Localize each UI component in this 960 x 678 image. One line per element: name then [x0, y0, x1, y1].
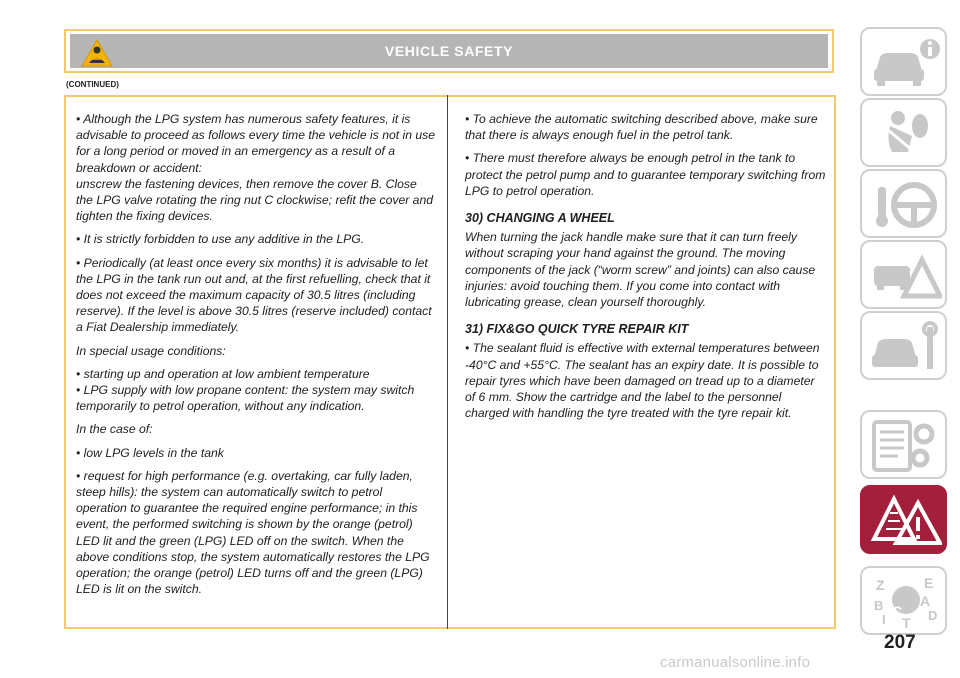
paragraph: • Periodically (at least once every six months) it is advisable to let the LPG in the tank run out and, at the first refuelling, check that it does not exceed the maximum capacity of 30.5 litres (including reserve). If the level is above 30.5 litres (reserve included) contact a Fiat Dealership immediately. — [76, 255, 432, 335]
tab-index[interactable] — [860, 566, 947, 635]
page-number: 207 — [884, 632, 916, 653]
index-letter: T — [902, 615, 911, 630]
section-header-fill — [70, 34, 828, 68]
steering-wheel-icon — [868, 177, 942, 233]
paragraph: unscrew the fastening devices, then remove the cover B. Close the LPG valve rotating the ring nut C clockwise; refit the cover and tighten the fixing devices. — [76, 176, 434, 224]
index-letter: D — [928, 608, 938, 623]
page-title: VEHICLE SAFETY — [384, 43, 514, 59]
index-letter: I — [882, 612, 886, 627]
section-heading-tyre-repair-kit: 31) FIX&GO QUICK TYRE REPAIR KIT — [465, 322, 689, 337]
paragraph: • It is strictly forbidden to use any additive in the LPG. — [76, 232, 365, 247]
paragraph: • low LPG levels in the tank — [76, 445, 224, 460]
warning-breakdown-icon — [868, 248, 942, 304]
index-letter: Z — [876, 577, 885, 593]
paragraph: • To achieve the automatic switching described above, make sure that there is always enough fuel in the petrol tank. — [465, 112, 818, 143]
paragraph: • starting up and operation at low ambient temperature — [76, 366, 370, 381]
left-column — [76, 111, 436, 604]
emergency-warning-icon — [868, 493, 942, 549]
index-letter: C — [892, 603, 903, 619]
paragraph: • Although the LPG system has numerous safety features, it is advisable to proceed as follows every time the vehicle is not in use for a long period or moved in an emergency as a result of a breakdown or accident: — [76, 112, 436, 175]
paragraph: • LPG supply with low propane content: the system may switch temporarily to petrol operation, without any indication. — [76, 383, 415, 414]
tab-servicing-and-care[interactable] — [860, 311, 947, 380]
tab-safety[interactable] — [860, 98, 947, 167]
tab-knowing-your-car[interactable] — [860, 27, 947, 96]
tab-starting-and-driving[interactable] — [860, 169, 947, 238]
tab-emergency-active[interactable] — [860, 485, 947, 554]
index-letter: B — [874, 598, 884, 613]
tab-technical-data[interactable] — [860, 410, 947, 479]
car-maintenance-wrench-icon — [868, 319, 942, 375]
paragraph: In the case of: — [76, 422, 153, 437]
index-letter: E — [924, 575, 934, 591]
car-info-icon — [868, 35, 942, 91]
watermark: carmanualsonline.info — [660, 654, 811, 671]
paragraph: • request for high performance (e.g. overtaking, car fully laden, steep hills): the system can automatically switch to petrol operation to guarantee the required engine performance; in this event, the performed switching is shown by the orange (petrol) LED lit and the green (LPG) LED off on the switch. When the above conditions stop, the system automatically restores the LPG operation; the orange (petrol) LED turns off and the green (LPG) LED is lit on the switch. — [76, 468, 430, 597]
section-heading-changing-wheel: 30) CHANGING A WHEEL — [465, 211, 615, 226]
technical-data-gear-icon — [868, 418, 942, 474]
paragraph: In special usage conditions: — [76, 343, 226, 358]
section-header — [64, 29, 834, 73]
column-divider — [447, 95, 448, 629]
index-letter: A — [920, 593, 931, 609]
continued-label: (CONTINUED) — [66, 80, 119, 89]
paragraph: • There must therefore always be enough petrol in the tank to protect the petrol pump and to guarantee temporary switching from LPG to petrol operation. — [465, 151, 826, 198]
paragraph: • The sealant fluid is effective with external temperatures between -40°C and +55°C. The sealant has an expiry date. It is possible to repair tyres which have been damaged on tread up to a diameter of 6 mm. Show the cartridge and the label to the personnel charged with handling the tyre treated with the tyre repair kit. — [465, 341, 820, 421]
paragraph: When turning the jack handle make sure that it can turn freely without scraping your hand against the ground. The moving components of the jack (“worm screw” and joints) can also cause injuries: avoid touching them. If you come into contact with lubricating grease, clean yourself thoroughly. — [465, 230, 816, 310]
alphabetical-index-icon — [868, 574, 942, 630]
airbag-passenger-icon — [868, 106, 942, 162]
tab-in-an-emergency[interactable] — [860, 240, 947, 309]
right-column — [465, 111, 827, 428]
